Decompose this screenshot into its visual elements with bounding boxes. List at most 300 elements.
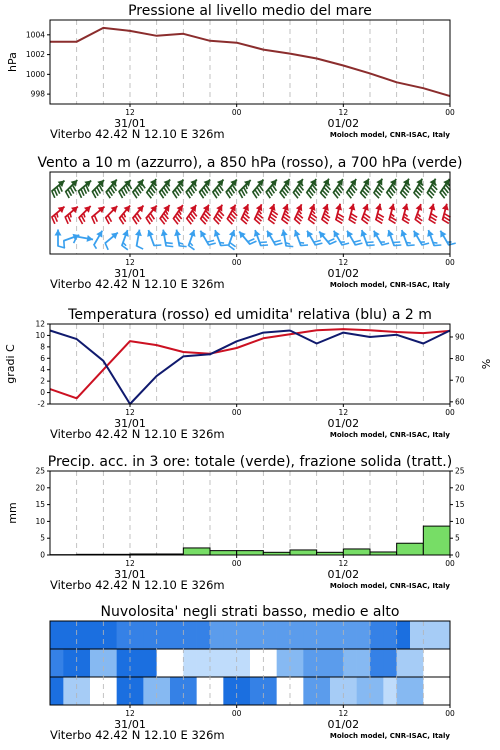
wind-barb-w700	[159, 179, 170, 198]
barb-flag	[389, 220, 395, 224]
wind-barb-w10	[105, 233, 118, 250]
barb-flag	[367, 245, 374, 246]
barb-flag	[166, 211, 168, 215]
wind-barb-w700	[400, 179, 410, 199]
barb-flag	[84, 213, 85, 217]
barb-flag	[422, 243, 429, 245]
cloud-cell-basso	[423, 677, 437, 705]
wind-barb-w700	[51, 181, 64, 198]
panel-title: Nuvolosita' negli strati basso, medio e alto	[100, 604, 400, 620]
cloud-cell-basso	[330, 677, 344, 705]
wind-barb-w850	[105, 206, 117, 224]
location-label: Viterbo 42.42 N 12.10 E 326m	[50, 728, 225, 742]
barb-flag	[342, 243, 349, 245]
barb-flag	[260, 242, 267, 243]
x-tick-label: 12	[338, 408, 349, 417]
cloud-cell-alto	[103, 621, 117, 649]
wind-barb-w850	[160, 205, 170, 224]
barb-flag	[83, 187, 86, 194]
cloud-cell-medio	[343, 649, 357, 677]
barb-flag	[94, 215, 97, 222]
cloud-cell-medio	[330, 649, 344, 677]
barb-flag	[189, 246, 195, 250]
precip-bar	[290, 550, 317, 555]
barb-flag	[105, 243, 108, 250]
panel-5	[50, 604, 455, 742]
barb-flag	[336, 220, 342, 224]
cloud-cell-medio	[303, 649, 317, 677]
cloud-cell-medio	[410, 649, 424, 677]
wind-barb-w10	[414, 231, 429, 246]
cloud-cell-alto	[330, 621, 344, 649]
barb-flag	[420, 182, 422, 186]
wind-barb-w700	[226, 179, 237, 198]
wind-barb-w10	[200, 231, 215, 246]
cloud-cell-medio	[183, 649, 197, 677]
wind-barb-w700	[320, 179, 330, 199]
y-tick-label: 0	[40, 550, 45, 560]
barb-flag	[286, 246, 293, 247]
wind-barb-w10	[294, 230, 308, 246]
barb-flag	[259, 211, 262, 215]
wind-barb-w10	[94, 231, 103, 249]
wind-barb-w700	[213, 179, 224, 198]
cloud-cell-alto	[263, 621, 277, 649]
barb-flag	[417, 214, 420, 217]
wind-barb-w10	[387, 230, 401, 246]
barb-flag	[275, 243, 282, 245]
barb-flag	[300, 243, 304, 244]
barb-flag	[94, 245, 96, 249]
barb-flag	[108, 215, 112, 221]
barb-flag	[394, 245, 401, 246]
x-tick-label: 12	[338, 108, 349, 117]
barb-flag	[65, 217, 68, 224]
barb-flag	[328, 239, 335, 242]
barb-flag	[327, 182, 329, 186]
cloud-cell-alto	[277, 621, 291, 649]
barb-flag	[97, 187, 101, 193]
cloud-cell-alto	[303, 621, 317, 649]
wind-barb-w700	[78, 181, 91, 198]
barb-flag	[354, 240, 361, 242]
y-tick-label: 6	[40, 353, 45, 363]
cloud-cell-alto	[197, 621, 211, 649]
cloud-cell-basso	[117, 677, 131, 705]
barb-flag	[330, 241, 337, 244]
wind-barb-w850	[173, 205, 183, 224]
barb-flag	[429, 220, 435, 224]
date-label: 31/01	[114, 568, 146, 581]
barb-flag	[245, 211, 248, 215]
barb-flag	[57, 213, 58, 217]
y-tick-label-right: 10	[455, 516, 465, 526]
x-tick-label: 00	[231, 408, 242, 417]
barb-flag	[220, 243, 224, 244]
wind-barb-w700	[239, 180, 251, 198]
wind-barb-w700	[386, 179, 396, 198]
cloud-cell-alto	[397, 621, 411, 649]
barb-flag	[95, 189, 99, 195]
barb-head	[55, 230, 62, 236]
panel-4	[6, 454, 465, 592]
date-label: 01/02	[327, 718, 360, 731]
wind-barb-w10	[254, 230, 268, 246]
wind-barb-w850	[335, 204, 344, 224]
barb-flag	[81, 189, 84, 196]
y-axis-label: mm	[6, 502, 19, 524]
barb-flag	[207, 240, 214, 242]
precip-bar	[237, 551, 264, 555]
precip-bar	[210, 551, 237, 555]
wind-barb-w10	[334, 231, 349, 246]
cloud-cell-alto	[383, 621, 397, 649]
barb-flag	[209, 243, 216, 245]
wind-barb-w700	[374, 179, 384, 199]
y-tick-label-right: 60	[455, 397, 465, 407]
barb-flag	[391, 214, 394, 217]
pressure-line	[50, 28, 450, 96]
date-label: 31/01	[114, 417, 146, 430]
barb-flag	[250, 241, 257, 244]
cloud-cell-medio	[170, 649, 184, 677]
barb-flag	[390, 217, 396, 221]
wind-barb-w10	[281, 230, 294, 247]
y-tick-label: 5	[40, 533, 45, 543]
barb-flag	[406, 243, 410, 244]
cloud-cell-medio	[117, 649, 131, 677]
barb-flag	[70, 213, 71, 217]
x-tick-label: 12	[125, 408, 135, 417]
cloud-cell-medio	[383, 649, 397, 677]
barb-flag	[376, 220, 382, 224]
y-tick-label: 4	[40, 365, 45, 375]
wind-barb-w700	[146, 179, 156, 198]
wind-barb-w700	[106, 179, 117, 198]
wind-barb-w10	[239, 231, 256, 244]
source-label: Moloch model, CNR-ISAC, Italy	[329, 732, 450, 740]
cloud-cell-basso	[397, 677, 411, 705]
wind-barb-w10	[188, 230, 195, 250]
barb-flag	[92, 217, 95, 224]
cloud-cell-medio	[263, 649, 277, 677]
barb-flag	[407, 245, 414, 246]
source-label: Moloch model, CNR-ISAC, Italy	[329, 431, 450, 439]
cloud-cell-alto	[143, 621, 157, 649]
barb-flag	[378, 214, 384, 218]
date-label: 01/02	[327, 267, 360, 280]
cloud-cell-basso	[170, 677, 184, 705]
wind-barb-w850	[362, 204, 370, 224]
panel-2	[37, 155, 462, 291]
wind-barb-w850	[322, 204, 330, 224]
barb-flag	[315, 243, 322, 245]
barb-flag	[66, 192, 70, 198]
barb-flag	[54, 189, 57, 196]
barb-flag	[221, 245, 228, 246]
wind-barb-w10	[135, 230, 143, 249]
wind-barb-w700	[186, 179, 197, 198]
cloud-cell-medio	[77, 649, 91, 677]
date-label: 01/02	[327, 568, 360, 581]
y-tick-label: 8	[40, 342, 45, 352]
barb-flag	[106, 218, 110, 224]
date-label: 31/01	[114, 117, 146, 130]
x-tick-label: 12	[125, 559, 135, 568]
cloud-cell-alto	[63, 621, 77, 649]
cloud-cell-basso	[130, 677, 144, 705]
precip-bar	[397, 543, 424, 555]
y-tick-label: 12	[35, 319, 45, 329]
barb-flag	[431, 214, 437, 218]
cloud-cell-alto	[250, 621, 264, 649]
panel-3	[4, 307, 493, 441]
cloud-cell-medio	[397, 649, 411, 677]
cloud-cell-alto	[237, 621, 251, 649]
barb-flag	[79, 191, 82, 198]
panel-title: Precip. acc. in 3 ore: totale (verde), frazione solida (tratt.)	[47, 454, 453, 470]
barb-flag	[64, 241, 65, 248]
wind-barb-w850	[133, 205, 144, 224]
barb-flag	[190, 243, 193, 246]
location-label: Viterbo 42.42 N 12.10 E 326m	[50, 277, 225, 291]
cloud-cell-basso	[250, 677, 264, 705]
precip-bar	[343, 549, 370, 555]
barb-flag	[337, 217, 343, 221]
wind-barb-w10	[228, 230, 235, 250]
y-tick-label-right: 70	[455, 375, 465, 385]
cloud-cell-basso	[197, 677, 211, 705]
x-tick-label: 00	[445, 559, 455, 568]
x-tick-label: 12	[338, 709, 349, 718]
barb-head	[375, 204, 382, 211]
barb-flag	[179, 246, 186, 247]
wind-barb-w10	[440, 231, 455, 246]
wind-barb-w700	[253, 179, 264, 198]
cloud-cell-alto	[77, 621, 91, 649]
precip-bar	[423, 526, 450, 555]
barb-flag	[248, 239, 255, 242]
barb-flag	[70, 187, 74, 193]
wind-barb-w850	[402, 204, 410, 224]
cloud-cell-basso	[143, 677, 157, 705]
cloud-cell-medio	[223, 649, 237, 677]
y-tick-label-right: 20	[455, 483, 465, 493]
y-tick-label-right: 25	[455, 466, 465, 476]
wind-barb-w850	[294, 204, 302, 224]
wind-barb-w700	[280, 179, 290, 198]
wind-barb-w10	[267, 231, 282, 246]
wind-barb-w850	[227, 205, 237, 225]
barb-flag	[312, 210, 315, 213]
barb-flag	[299, 211, 302, 215]
y-tick-label: 15	[35, 500, 45, 510]
barb-head	[389, 204, 396, 211]
wind-barb-w700	[199, 179, 210, 198]
x-tick-label: 12	[125, 258, 135, 267]
cloud-cell-medio	[370, 649, 384, 677]
cloud-cell-alto	[170, 621, 184, 649]
cloud-cell-medio	[50, 649, 64, 677]
cloud-cell-medio	[290, 649, 304, 677]
panel-title: Temperatura (rosso) ed umidita' relativa (blu) a 2 m	[68, 307, 432, 323]
barb-flag	[79, 218, 83, 224]
barb-flag	[261, 245, 268, 246]
cloud-cell-alto	[317, 621, 331, 649]
wind-barb-w850	[119, 205, 130, 224]
barb-flag	[338, 214, 344, 218]
cloud-cell-basso	[90, 677, 104, 705]
y-tick-label: 998	[30, 89, 45, 99]
cloud-cell-medio	[317, 649, 331, 677]
cloud-cell-medio	[357, 649, 371, 677]
precip-bar	[183, 548, 210, 555]
barb-flag	[366, 242, 373, 243]
barb-flag	[124, 213, 126, 217]
x-tick-label: 12	[338, 258, 349, 267]
x-tick-label: 00	[231, 559, 242, 568]
panel-1	[6, 3, 455, 141]
y-tick-label: 1002	[25, 50, 45, 60]
barb-flag	[274, 240, 281, 242]
wind-barb-w850	[268, 204, 277, 224]
barb-flag	[137, 246, 144, 249]
y-tick-label: 20	[35, 483, 45, 493]
wind-barb-w10	[147, 230, 161, 246]
wind-barb-w850	[51, 207, 64, 224]
barb-flag	[68, 189, 72, 195]
wind-barb-w850	[349, 204, 358, 224]
wind-barb-w10	[161, 230, 174, 247]
wind-barb-w850	[200, 205, 210, 225]
cloud-cell-alto	[370, 621, 384, 649]
barb-head	[349, 204, 356, 211]
cloud-cell-basso	[290, 677, 304, 705]
wind-barb-w700	[333, 179, 343, 198]
barb-flag	[314, 240, 321, 242]
barb-flag	[121, 189, 125, 195]
wind-barb-w850	[282, 204, 290, 224]
barb-flag	[350, 217, 356, 221]
cloud-cell-alto	[423, 621, 437, 649]
barb-flag	[239, 192, 243, 198]
y-tick-label-right: 90	[455, 332, 465, 342]
location-label: Viterbo 42.42 N 12.10 E 326m	[50, 127, 225, 141]
x-tick-label: 00	[445, 108, 455, 117]
cloud-cell-basso	[223, 677, 237, 705]
cloud-cell-medio	[157, 649, 171, 677]
cloud-cell-alto	[210, 621, 224, 649]
y-tick-label: 1004	[25, 30, 45, 40]
cloud-cell-alto	[90, 621, 104, 649]
cloud-cell-medio	[103, 649, 117, 677]
y-tick-label-right: 15	[455, 500, 465, 510]
cloud-cell-medio	[237, 649, 251, 677]
x-tick-label: 12	[125, 709, 135, 718]
barb-flag	[241, 189, 245, 195]
barb-flag	[434, 245, 441, 246]
wind-barb-w850	[415, 204, 422, 224]
temperature-line	[50, 329, 450, 398]
wind-barb-w850	[375, 204, 384, 224]
cloud-cell-basso	[343, 677, 357, 705]
barb-flag	[124, 187, 128, 193]
cloud-cell-basso	[370, 677, 384, 705]
wind-barb-w850	[65, 207, 78, 224]
x-tick-label: 00	[445, 258, 455, 267]
x-tick-label: 00	[231, 108, 242, 117]
date-label: 31/01	[114, 718, 146, 731]
barb-flag	[433, 243, 437, 244]
y-tick-label: 10	[35, 330, 45, 340]
x-tick-label: 00	[445, 408, 455, 417]
location-label: Viterbo 42.42 N 12.10 E 326m	[50, 578, 225, 592]
y-axis-label-right: %	[480, 358, 493, 370]
humidity-line	[50, 331, 450, 405]
wind-barb-w850	[389, 204, 397, 224]
wind-barb-w850	[241, 204, 249, 224]
source-label: Moloch model, CNR-ISAC, Italy	[329, 281, 450, 289]
cloud-cell-medio	[277, 649, 291, 677]
wind-barb-w700	[65, 180, 77, 198]
barb-flag	[443, 217, 449, 221]
barb-flag	[404, 214, 407, 217]
wind-barb-w850	[186, 205, 196, 224]
panel-title: Vento a 10 m (azzurro), a 850 hPa (rosso), a 700 hPa (verde)	[37, 155, 463, 171]
cloud-cell-alto	[223, 621, 237, 649]
wind-barb-w850	[254, 204, 262, 224]
x-tick-label: 00	[231, 258, 242, 267]
barb-flag	[179, 211, 181, 215]
x-tick-label: 12	[338, 559, 349, 568]
cloud-cell-basso	[210, 677, 224, 705]
barb-flag	[377, 217, 383, 221]
barb-flag	[403, 217, 409, 221]
cloud-cell-alto	[117, 621, 131, 649]
barb-flag	[407, 182, 409, 186]
wind-barb-w10	[174, 230, 187, 247]
barb-flag	[122, 246, 128, 250]
barb-flag	[301, 245, 308, 246]
barb-flag	[154, 245, 161, 246]
cloud-cell-basso	[383, 677, 397, 705]
barb-flag	[123, 243, 126, 246]
barb-flag	[393, 242, 400, 243]
wind-barb-w10	[427, 230, 441, 246]
cloud-cell-alto	[357, 621, 371, 649]
wind-barb-w700	[266, 179, 277, 198]
barb-flag	[92, 192, 96, 198]
wind-barb-w700	[306, 179, 316, 198]
y-tick-label: 10	[35, 516, 45, 526]
wind-barb-w10	[374, 231, 389, 246]
wind-barb-w700	[173, 179, 184, 198]
barb-flag	[430, 217, 436, 221]
y-axis-label: hPa	[6, 52, 19, 72]
y-tick-label: 1000	[25, 69, 45, 79]
y-tick-label: -2	[37, 399, 45, 409]
cloud-cell-medio	[143, 649, 157, 677]
wind-barb-w850	[79, 206, 91, 224]
cloud-cell-medio	[437, 649, 451, 677]
x-tick-label: 00	[231, 709, 242, 718]
y-axis-label: gradi C	[4, 344, 17, 384]
barb-flag	[403, 220, 409, 224]
barb-head	[402, 204, 409, 211]
cloud-cell-basso	[50, 677, 64, 705]
barb-flag	[443, 220, 449, 224]
cloud-cell-medio	[63, 649, 77, 677]
